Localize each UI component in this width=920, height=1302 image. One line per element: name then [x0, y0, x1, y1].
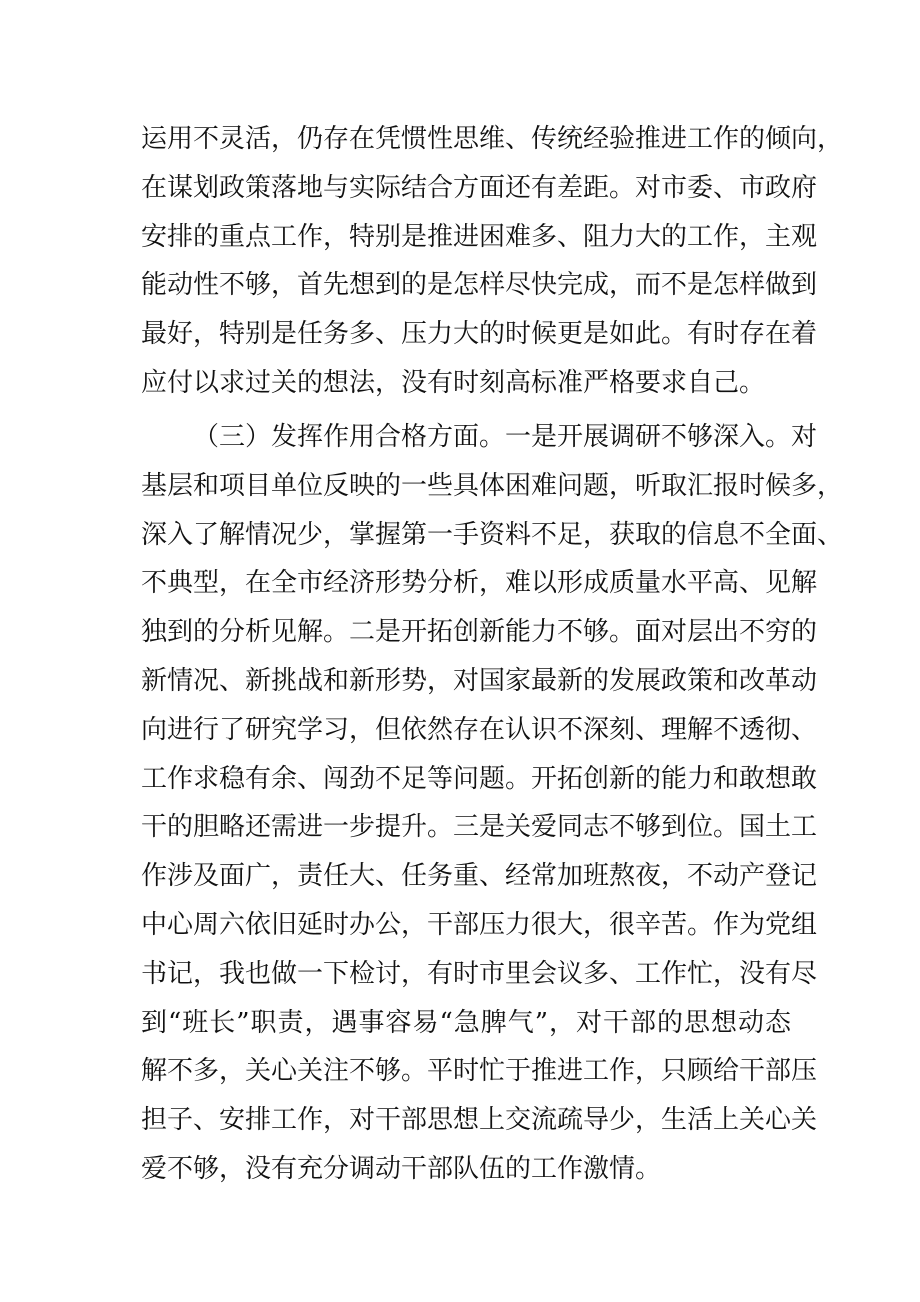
text-line: 干的胆略还需进一步提升。三是关爱同志不够到位。国土工	[141, 812, 818, 843]
text-line: 工作求稳有余、闯劲不足等问题。开拓创新的能力和敢想敢	[141, 763, 818, 794]
text-line: （三）发挥作用合格方面。一是开展调研不够深入。对	[193, 422, 818, 452]
text-line: 运用不灵活，仍存在凭惯性思维、传统经验推进工作的倾向，	[141, 124, 844, 154]
text-line: 最好，特别是任务多、压力大的时候更是如此。有时存在着	[141, 319, 818, 350]
paragraph-2	[141, 413, 844, 1194]
text-line: 爱不够，没有充分调动干部队伍的工作激情。	[141, 1153, 662, 1184]
text-line: 担子、安排工作，对干部思想上交流疏导少，生活上关心关	[141, 1105, 818, 1136]
text-line: 不典型，在全市经济形势分析，难以形成质量水平高、见解	[141, 568, 818, 599]
text-line: 新情况、新挑战和新形势，对国家最新的发展政策和改革动	[141, 665, 818, 696]
text-line: 能动性不够，首先想到的是怎样尽快完成，而不是怎样做到	[141, 270, 818, 301]
text-line: 向进行了研究学习，但依然存在认识不深刻、理解不透彻、	[141, 714, 818, 745]
text-line: 作涉及面广，责任大、任务重、经常加班熬夜，不动产登记	[141, 861, 818, 892]
paragraph-1	[141, 115, 844, 408]
text-line: 深入了解情况少，掌握第一手资料不足，获取的信息不全面、	[141, 519, 844, 550]
text-line: 中心周六依旧延时办公，干部压力很大，很辛苦。作为党组	[141, 909, 818, 940]
text-line: 解不多，关心关注不够。平时忙于推进工作，只顾给干部压	[141, 1056, 818, 1087]
text-line: 书记，我也做一下检讨，有时市里会议多、工作忙，没有尽	[141, 958, 818, 989]
text-line: 在谋划政策落地与实际结合方面还有差距。对市委、市政府	[141, 172, 818, 203]
text-line: 到“班长”职责，遇事容易“急脾气”，对干部的思想动态	[141, 1007, 791, 1038]
text-line: 独到的分析见解。二是开拓创新能力不够。面对层出不穷的	[141, 617, 818, 648]
text-line: 基层和项目单位反映的一些具体困难问题，听取汇报时候多，	[141, 470, 844, 501]
text-line: 安排的重点工作，特别是推进困难多、阻力大的工作，主观	[141, 221, 818, 252]
text-line: 应付以求过关的想法，没有时刻高标准严格要求自己。	[141, 367, 766, 398]
